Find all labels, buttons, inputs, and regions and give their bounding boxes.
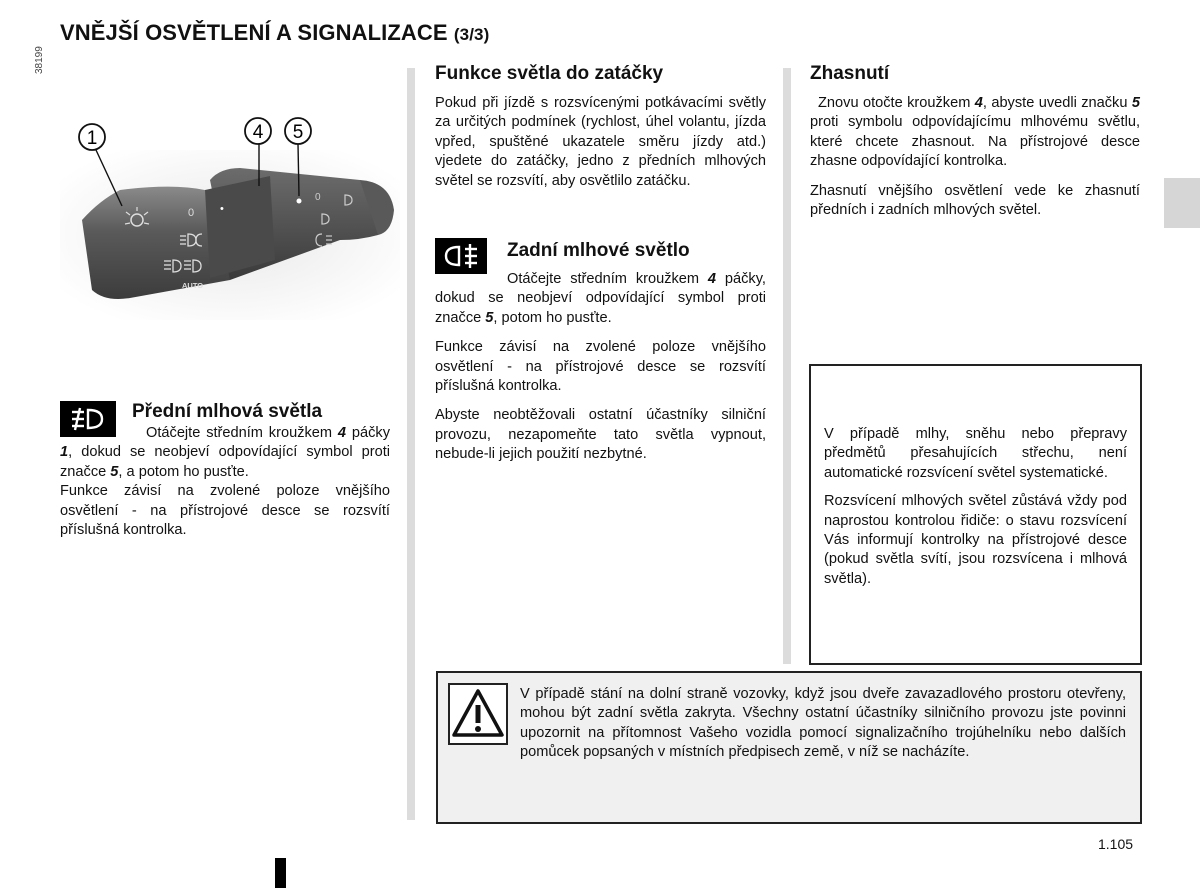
switch-off-p2: Zhasnutí vnějšího osvětlení vede ke zhasnutí předních i zadních mlhových světel. [810, 182, 1140, 219]
page-title [60, 20, 489, 46]
cornering-light-text: Pokud při jízdě s rozsvícenými potkávacími světly za určitých podmínek (rychlost, úhel volantu, jízda vpřed, spuštěné ukazatele směru jízdy atd.) vjedete do zatáčky, jedno z předních mlhových světel se rozsvítí, aby osvětlilo zatáčku. [435, 95, 766, 189]
front-fog-ref-1: 1 [60, 444, 69, 461]
rear-fog-p2: Funkce závisí na zvolené poloze vnějšího osvětlení - na přístrojové desce se rozsvítí příslušná kontrolka. [435, 339, 766, 395]
svg-text:4: 4 [252, 122, 264, 143]
zero-label: 0 [188, 207, 195, 219]
warning-float-spacer [450, 685, 520, 745]
rear-fog-text [435, 270, 766, 465]
warning-text-wrap [450, 685, 1126, 762]
info-box-p1: V případě mlhy, sněhu nebo přepravy předmětů přesahujících střechu, není automatické rozsvícení světel systematické. [824, 426, 1127, 481]
column-divider-2 [783, 68, 791, 664]
rear-fog-ref-4: 4 [707, 271, 717, 287]
column-divider-1 [407, 68, 415, 820]
front-fog-p2: Funkce závisí na zvolené poloze vnějšího osvětlení - na přístrojové desce se rozsvítí příslušná kontrolka. [60, 483, 390, 539]
switch-off-ref-5: 5 [1131, 95, 1140, 111]
rear-fog-p1: Otáčejte středním kroužkem 4 páčky, dokud se neobjeví odpovídající symbol proti značce 5, potom ho pusťte. [435, 271, 766, 326]
front-fog-heading: Přední mlhová světla [132, 401, 323, 422]
info-box [809, 364, 1142, 665]
mark-5-dot [297, 199, 302, 204]
front-fog-p1: Otáčejte středním kroužkem 4 páčky 1, dokud se neobjeví odpovídající symbol proti značce 5, a potom ho pusťte. [60, 425, 390, 480]
image-code: 38199 [34, 46, 45, 74]
info-box-p2: Rozsvícení mlhových světel zůstává vždy pod naprostou kontrolou řidiče: o stavu rozsvícení Vás informují kontrolky na přístrojové desce (pokud světla svítí, jsou rozsvícena i mlhová světla). [824, 493, 1127, 587]
marker-dot: • [220, 203, 224, 215]
light-stalk-illustration [60, 110, 400, 320]
page-title-part: (3/3) [453, 25, 490, 44]
rear-fog-ref-5: 5 [485, 309, 494, 326]
ring-zero-label: 0 [315, 192, 321, 203]
warning-text: V případě stání na dolní straně vozovky, když jsou dveře zavazadlového prostoru otevřeny, mohou být zadní světla zakryta. Všechny ostatní účastníky silničního provozu jste povinni upozornit na přítomnost Vašeho vozidla pomocí signalizačního trojúhelníku nebo dalších pomůcek popsaných v místních předpisech země, v níž se nacházíte. [520, 686, 1126, 760]
cornering-light-heading: Funkce světla do zatáčky [435, 63, 664, 84]
callout-1 [79, 124, 105, 150]
callout-4 [245, 118, 271, 144]
switch-off-ref-4: 4 [974, 95, 983, 111]
switch-off-text [810, 94, 1140, 220]
rear-fog-heading: Zadní mlhové světlo [507, 240, 690, 261]
rear-fog-p3: Abyste neobtěžovali ostatní účastníky silniční provozu, nezapomeňte tato světla vypnout, nebude-li jejich použití nezbytné. [435, 407, 766, 463]
page-edge-mark [275, 858, 286, 888]
callout-5 [285, 118, 311, 144]
page-title-text: VNĚJŠÍ OSVĚTLENÍ A SIGNALIZACE [60, 20, 448, 45]
switch-off-heading: Zhasnutí [810, 63, 890, 84]
front-fog-ref-4: 4 [337, 425, 347, 441]
chapter-tab [1164, 178, 1200, 228]
page-number: 1.105 [1098, 836, 1134, 852]
rear-fog-light-icon [435, 238, 487, 274]
warning-box [436, 671, 1142, 824]
info-box-text [824, 425, 1127, 589]
svg-text:5: 5 [292, 122, 304, 143]
switch-off-p1: Znovu otočte kroužkem 4, abyste uvedli značku 5 proti symbolu odpovídajícímu mlhovému světlu, které chcete zhasnout. Na přístrojové desce zhasne odpovídající kontrolka. [810, 95, 1140, 170]
front-fog-text [60, 424, 390, 540]
front-fog-ref-5: 5 [110, 463, 119, 480]
auto-label: AUTO [182, 281, 204, 290]
svg-text:1: 1 [86, 128, 98, 149]
